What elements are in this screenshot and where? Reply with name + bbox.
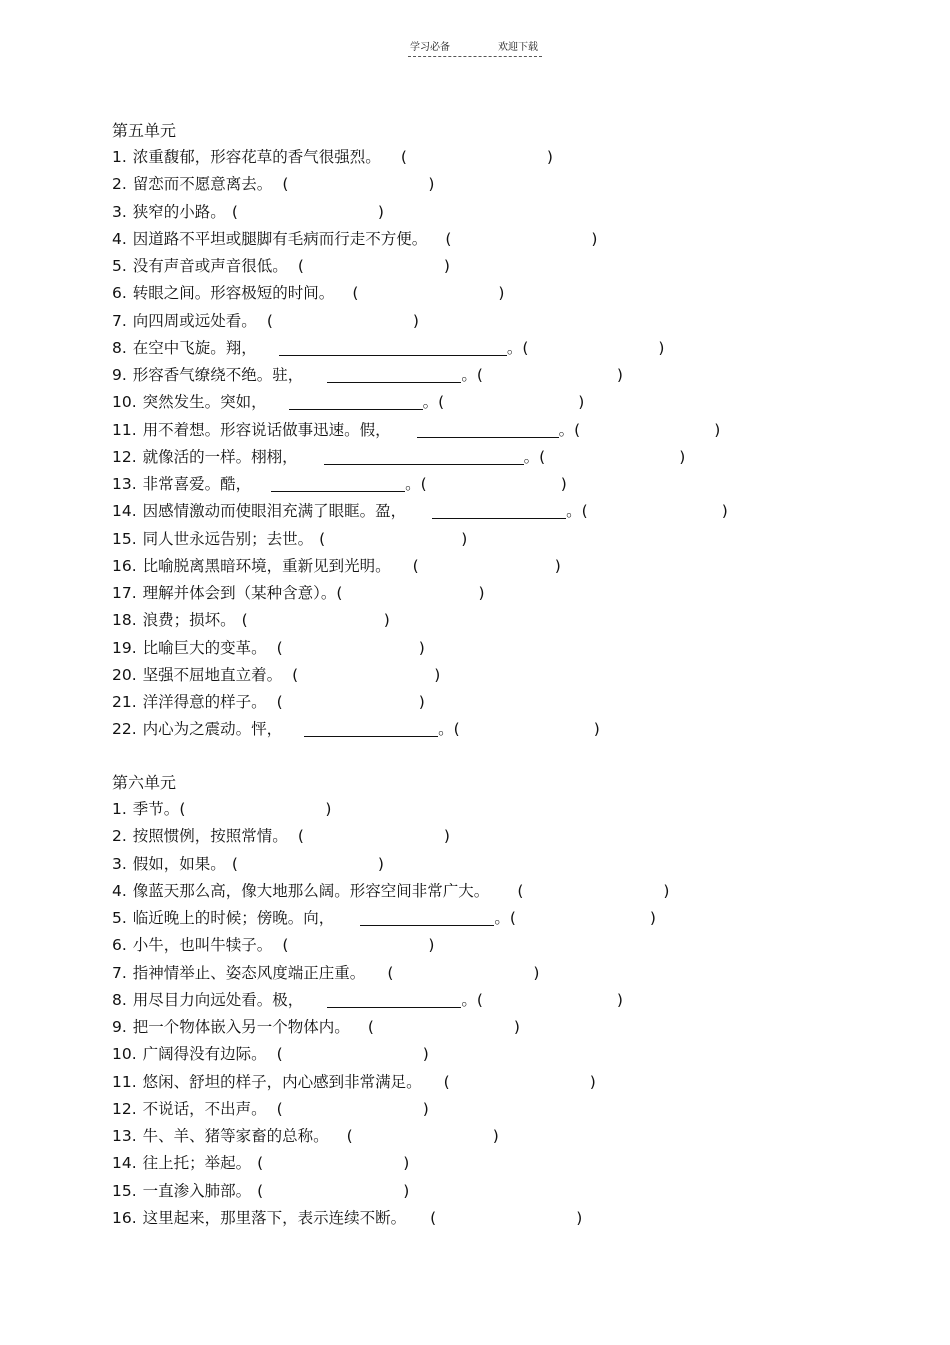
close-paren: ) (418, 638, 425, 657)
item-tail: 。( (558, 420, 581, 439)
exercise-item (112, 1205, 669, 1232)
close-paren: ) (714, 420, 721, 439)
exercise-item (112, 1178, 669, 1205)
open-paren: ( (257, 1181, 264, 1200)
item-number: 7. (112, 311, 127, 330)
close-paren: ) (560, 475, 567, 493)
item-definition: 这里起来，那里落下，表示连续不断。 (142, 1208, 407, 1227)
item-number: 14. (112, 1154, 137, 1173)
item-number: 16. (112, 1208, 137, 1227)
close-paren: ) (616, 366, 623, 384)
open-paren: ( (276, 693, 283, 711)
item-definition: 季节。 (132, 800, 180, 818)
open-paren: ( (297, 827, 304, 846)
open-paren: ( (179, 800, 186, 818)
exercise-item (112, 796, 669, 823)
close-paren: ) (679, 447, 686, 466)
item-definition: 不说话，不出声。 (142, 1099, 267, 1118)
unit-six-list (112, 796, 669, 1232)
item-number: 5. (112, 909, 127, 927)
page-header (408, 38, 542, 57)
item-number: 4. (112, 229, 127, 248)
exercise-item (112, 471, 728, 498)
item-tail: 。( (461, 366, 483, 384)
answer-blank[interactable] (304, 720, 438, 737)
open-paren: ( (282, 936, 289, 955)
item-number: 6. (112, 936, 127, 955)
unit-six-section (112, 769, 669, 1232)
close-paren: ) (422, 1099, 429, 1118)
open-paren: ( (276, 1045, 283, 1064)
open-paren: ( (276, 1099, 283, 1118)
open-paren: ( (266, 311, 273, 330)
close-paren: ) (403, 1181, 410, 1200)
item-tail: 。( (523, 447, 546, 466)
open-paren: ( (400, 148, 407, 166)
item-number: 1. (112, 148, 127, 166)
open-paren: ( (517, 881, 524, 900)
answer-blank[interactable] (327, 366, 461, 383)
item-definition: 向四周或远处看。 (132, 311, 257, 330)
open-paren: ( (346, 1127, 353, 1145)
item-definition: 牛、羊、猪等家畜的总称。 (142, 1127, 329, 1145)
close-paren: ) (492, 1127, 499, 1145)
item-number: 5. (112, 257, 127, 275)
open-paren: ( (387, 963, 394, 982)
exercise-item (112, 553, 728, 580)
item-definition: 同人世永远告别；去世。 (142, 529, 314, 548)
item-number: 20. (112, 665, 137, 684)
close-paren: ) (658, 338, 665, 357)
close-paren: ) (422, 1045, 429, 1064)
item-tail: 。( (438, 720, 460, 739)
answer-blank[interactable] (289, 393, 423, 410)
open-paren: ( (297, 257, 304, 275)
exercise-item (112, 1096, 669, 1123)
exercise-item (112, 1014, 669, 1041)
close-paren: ) (578, 393, 585, 412)
exercise-item (112, 171, 728, 198)
item-definition: 洋洋得意的样子。 (142, 693, 267, 711)
item-definition: 往上托；举起。 (142, 1154, 252, 1173)
close-paren: ) (498, 284, 505, 303)
exercise-item (112, 199, 728, 226)
exercise-item (112, 417, 728, 444)
item-number: 13. (112, 475, 137, 493)
item-definition: 理解并体会到（某种含意）。 (142, 584, 337, 602)
item-tail: 。( (405, 475, 427, 493)
exercise-item (112, 987, 669, 1014)
item-number: 10. (112, 393, 137, 412)
exercise-item (112, 1041, 669, 1068)
item-definition: 一直渗入肺部。 (142, 1181, 252, 1200)
item-definition: 临近晚上的时候；傍晚。向， (132, 909, 335, 927)
close-paren: ) (546, 148, 553, 166)
close-paren: ) (377, 854, 384, 873)
item-tail: 。( (422, 393, 445, 412)
exercise-item (112, 851, 669, 878)
close-paren: ) (478, 584, 485, 602)
close-paren: ) (663, 881, 670, 900)
item-definition: 坚强不屈地直立着。 (142, 665, 283, 684)
exercise-item (112, 635, 728, 662)
close-paren: ) (554, 556, 561, 575)
item-number: 2. (112, 827, 127, 846)
exercise-item (112, 1069, 669, 1096)
item-definition: 浪费；损坏。 (142, 611, 236, 630)
exercise-item (112, 526, 728, 553)
item-number: 4. (112, 881, 127, 900)
item-number: 21. (112, 693, 137, 711)
open-paren: ( (445, 229, 452, 248)
exercise-item (112, 689, 728, 716)
item-tail: 。( (506, 338, 529, 357)
open-paren: ( (241, 611, 248, 630)
exercise-item (112, 389, 728, 416)
item-definition: 把一个物体嵌入另一个物体内。 (132, 1018, 350, 1036)
item-number: 9. (112, 366, 127, 384)
exercise-item (112, 362, 728, 389)
item-number: 3. (112, 202, 127, 221)
exercise-item (112, 226, 728, 253)
open-paren: ( (412, 556, 419, 575)
item-definition: 指神情举止、姿态风度端正庄重。 (132, 963, 366, 982)
open-paren: ( (292, 665, 299, 684)
item-definition: 因感情激动而使眼泪充满了眼眶。盈， (142, 502, 407, 521)
item-number: 11. (112, 1072, 137, 1091)
close-paren: ) (434, 665, 441, 684)
item-definition: 假如，如果。 (132, 854, 226, 873)
close-paren: ) (513, 1018, 520, 1036)
item-definition: 因道路不平坦或腿脚有毛病而行走不方便。 (132, 229, 428, 248)
item-definition: 小牛，也叫牛犊子。 (132, 936, 273, 955)
item-number: 11. (112, 420, 137, 439)
close-paren: ) (593, 720, 600, 739)
close-paren: ) (443, 827, 450, 846)
item-number: 12. (112, 1099, 137, 1118)
item-tail: 。( (566, 502, 588, 521)
exercise-item (112, 607, 728, 634)
item-tail: 。( (494, 909, 516, 927)
header-right-text: 欢迎下载 (498, 42, 538, 53)
item-definition: 浓重馥郁，形容花草的香气很强烈。 (132, 148, 381, 166)
close-paren: ) (418, 693, 425, 711)
item-number: 17. (112, 584, 137, 602)
item-number: 18. (112, 611, 137, 630)
exercise-item (112, 444, 728, 471)
item-number: 8. (112, 338, 127, 357)
exercise-item (112, 662, 728, 689)
close-paren: ) (649, 909, 656, 927)
unit-five-section (112, 117, 728, 744)
exercise-item (112, 308, 728, 335)
exercise-item (112, 253, 728, 280)
header-left-text: 学习必备 (410, 42, 450, 53)
item-number: 16. (112, 556, 137, 575)
item-definition: 用尽目力向远处看。极， (132, 990, 304, 1009)
item-number: 13. (112, 1127, 137, 1145)
exercise-item (112, 716, 728, 743)
open-paren: ( (276, 638, 283, 657)
exercise-item (112, 498, 728, 525)
open-paren: ( (336, 584, 343, 602)
item-number: 3. (112, 854, 127, 873)
item-definition: 比喻脱离黑暗环境，重新见到光明。 (142, 556, 391, 575)
close-paren: ) (721, 502, 728, 521)
close-paren: ) (461, 529, 468, 548)
item-number: 7. (112, 963, 127, 982)
exercise-item (112, 932, 669, 959)
item-definition: 广阔得没有边际。 (142, 1045, 267, 1064)
exercise-item (112, 335, 728, 362)
item-definition: 就像活的一样。栩栩， (142, 447, 298, 466)
item-definition: 狭窄的小路。 (132, 202, 226, 221)
close-paren: ) (403, 1154, 410, 1173)
unit-five-list (112, 144, 728, 744)
item-definition: 形容香气缭绕不绝。驻， (132, 366, 304, 384)
close-paren: ) (591, 229, 598, 248)
answer-blank[interactable] (417, 421, 559, 438)
unit-six-title: 第六单元 (112, 773, 177, 792)
answer-blank[interactable] (327, 991, 461, 1008)
exercise-item (112, 144, 728, 171)
item-definition: 比喻巨大的变革。 (142, 638, 267, 657)
answer-blank[interactable] (360, 909, 494, 926)
exercise-item (112, 280, 728, 307)
close-paren: ) (383, 611, 390, 630)
answer-blank[interactable] (432, 502, 566, 519)
close-paren: ) (616, 990, 623, 1009)
item-definition: 内心为之震动。怦， (142, 720, 283, 739)
item-number: 22. (112, 720, 137, 739)
item-definition: 悠闲、舒坦的样子，内心感到非常满足。 (142, 1072, 422, 1091)
close-paren: ) (377, 202, 384, 221)
exercise-item (112, 960, 669, 987)
item-number: 1. (112, 800, 127, 818)
close-paren: ) (443, 257, 450, 275)
item-number: 15. (112, 1181, 137, 1200)
close-paren: ) (589, 1072, 596, 1091)
open-paren: ( (257, 1154, 264, 1173)
close-paren: ) (428, 175, 435, 194)
item-number: 12. (112, 447, 137, 466)
close-paren: ) (412, 311, 419, 330)
answer-blank[interactable] (279, 339, 507, 356)
item-definition: 留恋而不愿意离去。 (132, 175, 273, 194)
item-number: 19. (112, 638, 137, 657)
open-paren: ( (443, 1072, 450, 1091)
item-definition: 没有声音或声音很低。 (132, 257, 288, 275)
open-paren: ( (352, 284, 359, 303)
exercise-item (112, 823, 669, 850)
open-paren: ( (282, 175, 289, 194)
unit-five-title: 第五单元 (112, 121, 177, 140)
close-paren: ) (428, 936, 435, 955)
item-number: 2. (112, 175, 127, 194)
close-paren: ) (533, 963, 540, 982)
item-definition: 用不着想。形容说话做事迅速。假， (142, 420, 391, 439)
exercise-item (112, 878, 669, 905)
item-definition: 按照惯例，按照常情。 (132, 827, 288, 846)
close-paren: ) (325, 800, 332, 818)
exercise-item (112, 905, 669, 932)
item-definition: 在空中飞旋。翔， (132, 338, 257, 357)
close-paren: ) (576, 1208, 583, 1227)
item-definition: 非常喜爱。酷， (142, 475, 252, 493)
answer-blank[interactable] (324, 448, 524, 465)
exercise-item (112, 1123, 669, 1150)
item-definition: 像蓝天那么高，像大地那么阔。形容空间非常广大。 (132, 881, 490, 900)
item-number: 8. (112, 990, 127, 1009)
item-definition: 突然发生。突如， (142, 393, 267, 412)
item-number: 15. (112, 529, 137, 548)
item-number: 9. (112, 1018, 127, 1036)
item-number: 10. (112, 1045, 137, 1064)
item-tail: 。( (461, 990, 483, 1009)
open-paren: ( (231, 202, 238, 221)
open-paren: ( (367, 1018, 374, 1036)
answer-blank[interactable] (271, 475, 405, 492)
item-number: 14. (112, 502, 137, 521)
exercise-item (112, 1150, 669, 1177)
item-definition: 转眼之间。形容极短的时间。 (132, 284, 335, 303)
open-paren: ( (231, 854, 238, 873)
open-paren: ( (430, 1208, 437, 1227)
open-paren: ( (319, 529, 326, 548)
item-number: 6. (112, 284, 127, 303)
exercise-item (112, 580, 728, 607)
